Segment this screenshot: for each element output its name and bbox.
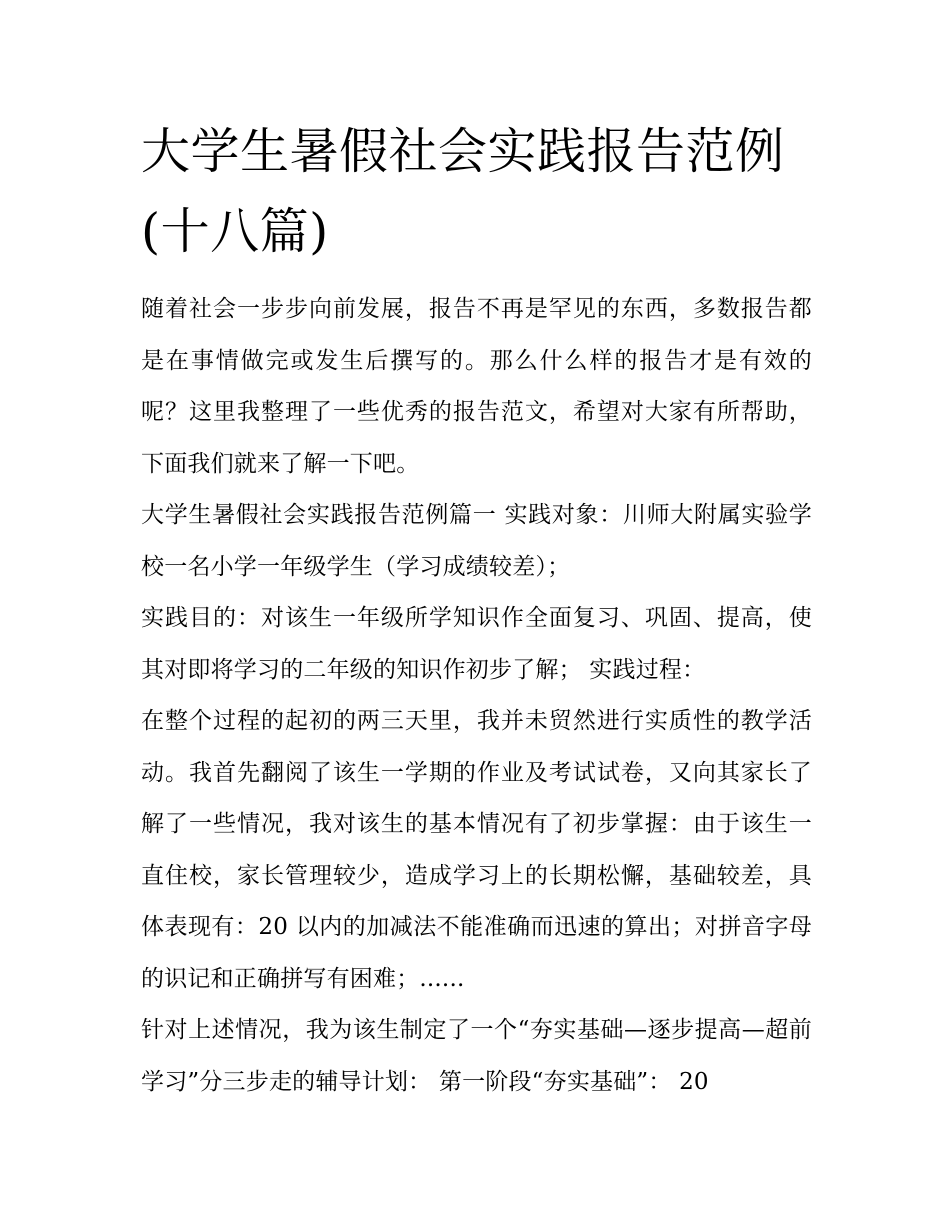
document-title: 大学生暑假社会实践报告范例(十八篇) [141, 123, 785, 260]
paragraph-practice-process: 在整个过程的起初的两三天里，我并未贸然进行实质性的教学活动。我首先翻阅了该生一学期的作业及考试试卷，又向其家长了解了一些情况，我对该生的基本情况有了初步掌握：由于该生一直住校，家长管理较少，造成学习上的长期松懈，基础较差，具体表现有：20 以内的加减法不能准确而迅速的算出；对拼音字母的识记和正确拼写有困难；...... [141, 708, 812, 992]
paragraph-tutoring-plan: 针对上述情况，我为该生制定了一个“夯实基础—逐步提高—超前学习”分三步走的辅导计划： 第一阶段“夯实基础”： 20 [141, 1017, 812, 1095]
paragraph-intro: 随着社会一步步向前发展，报告不再是罕见的东西，多数报告都是在事情做完或发生后撰写的。那么什么样的报告才是有效的呢？这里我整理了一些优秀的报告范文，希望对大家有所帮助，下面我们就来了解一下吧。 [141, 296, 812, 477]
paragraph-practice-goal: 实践目的：对该生一年级所学知识作全面复习、巩固、提高，使其对即将学习的二年级的知识作初步了解； 实践过程： [141, 605, 812, 683]
paragraph-practice-subject: 大学生暑假社会实践报告范例篇一 实践对象：川师大附属实验学校一名小学一年级学生（学习成绩较差）； [141, 502, 812, 580]
